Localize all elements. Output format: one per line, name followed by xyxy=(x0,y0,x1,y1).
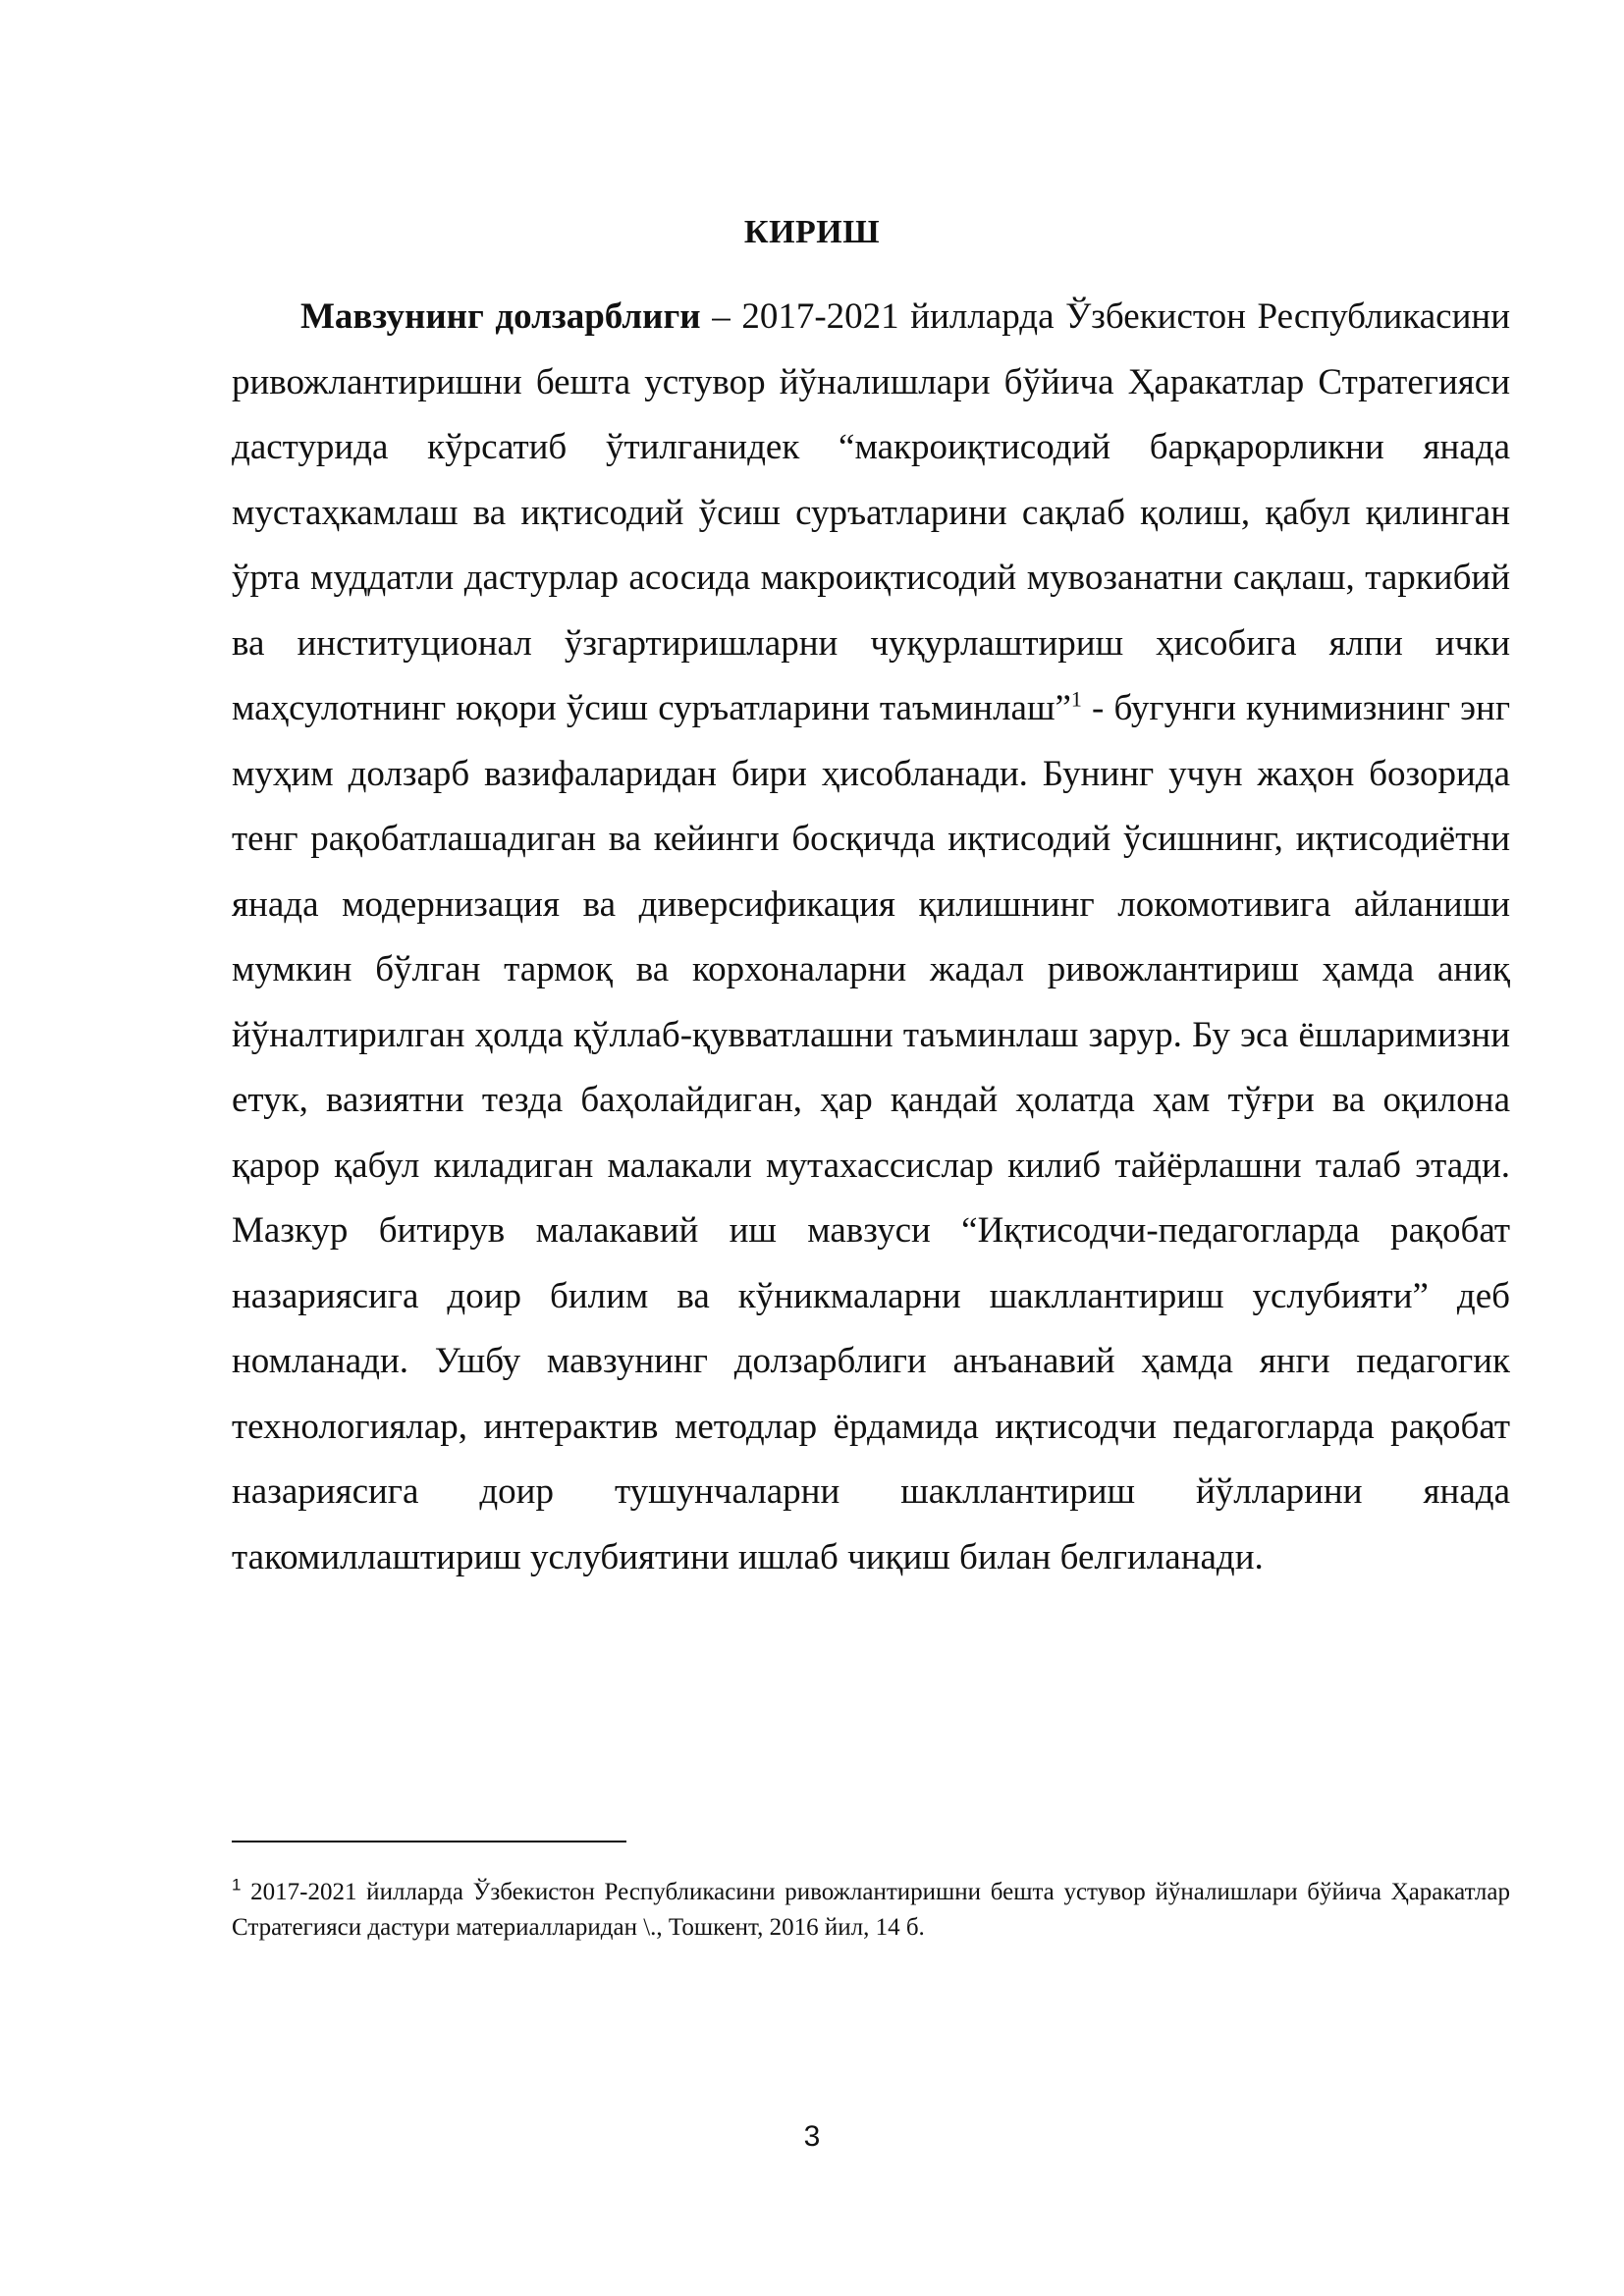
footnote-separator xyxy=(232,1841,626,1842)
paragraph-lead: Мавзунинг долзарблиги xyxy=(300,296,701,337)
page-number: 3 xyxy=(803,2120,821,2153)
footnote-reference: 1 xyxy=(1070,686,1082,712)
paragraph-text-part-2: - бугунги кунимизнинг энг муҳим долзарб вазифаларидан бири ҳисобланади. Бунинг учун жаҳон бозорида тенг рақобатлашадиган ва кейинги босқичда иқтисодий ўсишнинг, иқтисодиётни янада модернизация ва диверсификация қилишнинг локомотивига айланиши мумкин бўлган тармоқ ва корхоналарни жадал ривожлантириш ҳамда аниқ йўналтирилган ҳолда қўллаб-қувватлашни таъминлаш зарур. Бу эса ёшларимизни етук, вазиятни тезда баҳолайдиган, ҳар қандай ҳолатда ҳам тўғри ва оқилона қарор қабул киладиган малакали мутахассислар килиб тайёрлашни талаб этади. Мазкур битирув малакавий иш мавзуси “Иқтисодчи-педагогларда рақобат назариясига доир билим ва кўникмаларни шакллантириш услубияти” деб номланади. Ушбу мавзунинг долзарблиги анъанавий ҳамда янги педагогик технологиялар, интерактив методлар ёрдамида иқтисодчи педагогларда рақобат назариясига доир тушунчаларни шакллантириш йўлларини янада такомиллаштириш услубиятини ишлаб чиқиш билан белгиланади. xyxy=(232,688,1511,1577)
footnote-text: 2017-2021 йилларда Ўзбекистон Республикасини ривожлантиришни бешта устувор йўналишлари бўйича Ҳаракатлар Стратегияси дастури материалларидан \., Тошкент, 2016 йил, 14 б. xyxy=(232,1879,1510,1941)
paragraph-text-part-1: – 2017-2021 йилларда Ўзбекистон Республикасини ривожлантиришни бешта устувор йўналишлари бўйича Ҳаракатлар Стратегияси дастурида кўрсатиб ўтилганидек “макроиқтисодий барқарорликни янада мустаҳкамлаш ва иқтисодий ўсиш суръатларини сақлаб қолиш, қабул қилинган ўрта муддатли дастурлар асосида макроиқтисодий мувозанатни сақлаш, таркибий ва институционал ўзгартиришларни чуқурлаштириш ҳисобига ялпи ички маҳсулотнинг юқори ўсиш суръатларини таъминлаш” xyxy=(232,296,1510,728)
body-paragraph xyxy=(232,285,1510,1590)
footnote xyxy=(232,1875,1510,1946)
section-heading: КИРИШ xyxy=(743,214,881,250)
body-text xyxy=(232,285,1510,1590)
footnote-marker: 1 xyxy=(232,1875,242,1895)
